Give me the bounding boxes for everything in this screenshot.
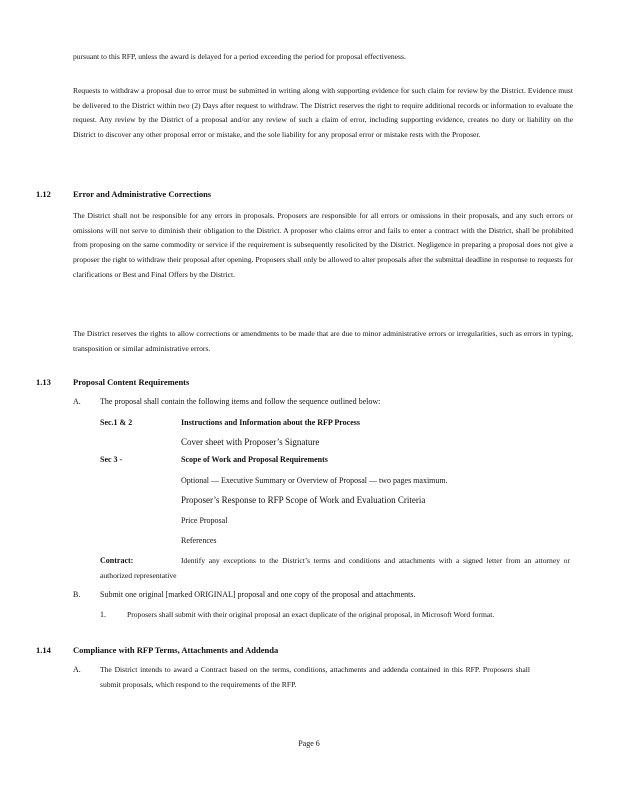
response-item: Proposer’s Response to RFP Scope of Work and Evaluation Criteria xyxy=(181,495,426,505)
item-1-14-a-text: The District intends to award a Contract based on the terms, conditions, attachments and addenda contained in this RFP. Proposers shall submit proposals, which respond to the requirements of the RFP. xyxy=(100,665,530,689)
price-proposal-item: Price Proposal xyxy=(181,516,228,525)
item-b1-text: Proposers shall submit with their original proposal an exact duplicate of the original proposal, in Microsoft Word format. xyxy=(127,610,495,619)
paragraph-prev: pursuant to this RFP, unless the award is delayed for a period exceeding the period for proposal effectiveness. xyxy=(73,52,406,61)
contract-label: Contract: xyxy=(100,556,134,565)
item-a-text: The proposal shall contain the following items and follow the sequence outlined below: xyxy=(100,397,381,406)
section-number-1-12: 1.12 xyxy=(36,189,51,199)
paragraph-corrections: The District reserves the rights to allow corrections or amendments to be made that are due to minor administrative errors or irregularities, such as errors in typing, transposition or similar administrative errors. xyxy=(73,329,573,353)
contract-text: Identify any exceptions to the District’s terms and conditions and attachments with a signed letter from an attorney or authorized representative xyxy=(100,556,570,580)
section-title-compliance: Compliance with RFP Terms, Attachments and Addenda xyxy=(73,645,279,655)
item-a-label: A. xyxy=(73,397,81,406)
section-title-proposal-content: Proposal Content Requirements xyxy=(73,377,190,387)
item-b-label: B. xyxy=(73,590,81,599)
item-1-14-a-label: A. xyxy=(73,665,81,674)
page-number: Page 6 xyxy=(298,739,320,748)
sec12-label: Sec.1 & 2 xyxy=(100,418,133,427)
item-b1-label: 1. xyxy=(100,610,106,619)
paragraph-errors: The District shall not be responsible for any errors in proposals. Proposers are responsible for all errors or omissions in their proposals, and any such errors or omissions will not serve to diminish their obligation to the District. A proposer who claims error and fails to enter a contract with the District, shall be prohibited from proposing on the same commodity or service if the requirement is subsequently resolicited by the District. Negligence in preparing a proposal does not give a proposer the right to withdraw their proposal after opening. Proposers shall only be allowed to alter proposals after the submittal deadline in response to requests for clarifications or Best and Final Offers by the District. xyxy=(73,211,573,279)
section-number-1-14: 1.14 xyxy=(36,645,51,655)
section-title-error-corrections: Error and Administrative Corrections xyxy=(73,189,212,199)
sec3-title: Scope of Work and Proposal Requirements xyxy=(181,455,328,464)
optional-summary-item: Optional — Executive Summary or Overview of Proposal — two pages maximum. xyxy=(181,476,448,485)
paragraph-withdraw: Requests to withdraw a proposal due to error must be submitted in writing along with supporting evidence for such claim for review by the District. Evidence must be delivered to the District within two (2) Days after request to withdraw. The District reserves the right to require additional records or information to evaluate the request. Any review by the District of a proposal and/or any review of such a claim of error, including supporting evidence, creates no duty or liability on the District to discover any other proposal error or mistake, and the sole liability for any proposal error or mistake rests with the Proposer. xyxy=(73,86,573,140)
sec12-title: Instructions and Information about the RFP Process xyxy=(181,418,360,427)
sec3-label: Sec 3 - xyxy=(100,455,123,464)
cover-sheet-item: Cover sheet with Proposer’s Signature xyxy=(181,437,320,447)
item-b-text: Submit one original [marked ORIGINAL] proposal and one copy of the proposal and attachments. xyxy=(100,590,416,599)
section-number-1-13: 1.13 xyxy=(36,377,51,387)
references-item: References xyxy=(181,536,217,545)
